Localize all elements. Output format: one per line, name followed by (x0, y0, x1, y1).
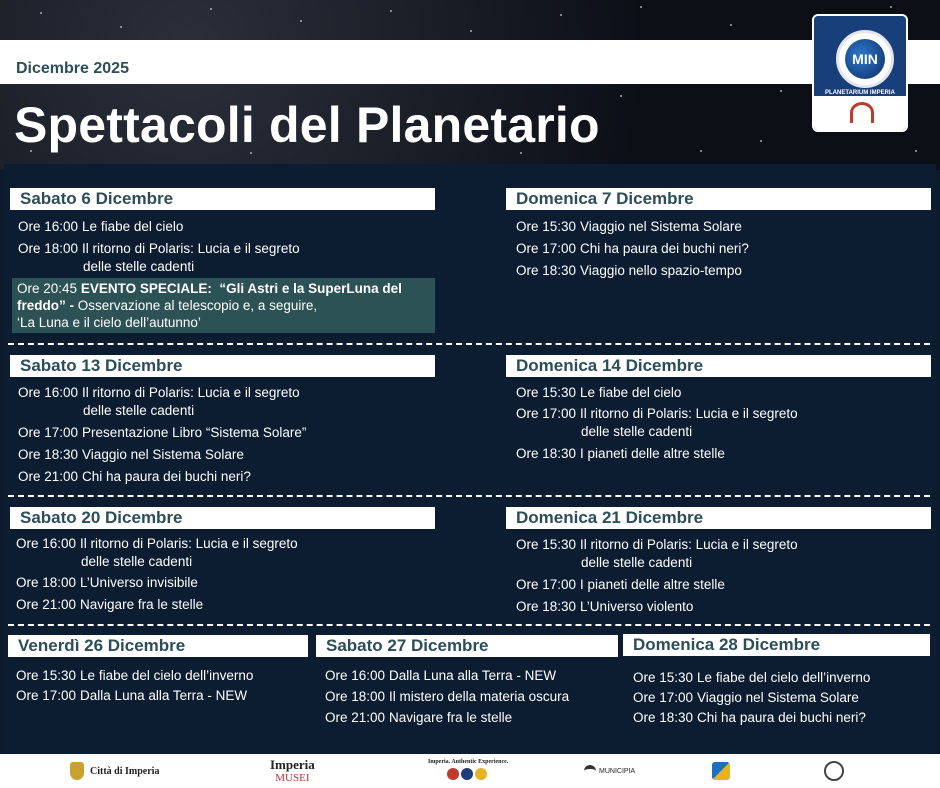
event-item: Ore 15:30 Le fiabe del cielo dell’inverno (633, 670, 871, 685)
partner-logo (712, 754, 730, 788)
event-item: Ore 18:30 I pianeti delle altre stelle (516, 446, 725, 461)
event-item: Ore 16:00 Il ritorno di Polaris: Lucia e il segreto delle stelle cadenti (16, 536, 298, 569)
event-item: Ore 15:30 Le fiabe del cielo (516, 385, 682, 400)
event-item: Ore 21:00 Chi ha paura dei buchi neri? (18, 469, 251, 484)
day-header: Venerdì 26 Dicembre (8, 635, 308, 657)
event-item: Ore 15:30 Il ritorno di Polaris: Lucia e il segreto delle stelle cadenti (516, 537, 798, 570)
logo-circle (836, 30, 894, 88)
day-header: Domenica 28 Dicembre (623, 634, 930, 656)
logo-arch-icon (814, 96, 906, 130)
event-item: Ore 18:30 Viaggio nello spazio-tempo (516, 263, 742, 278)
circle-badges-icon (447, 767, 489, 785)
day-header: Sabato 6 Dicembre (10, 188, 435, 210)
municipia-logo: MUNICIPIA (584, 754, 635, 788)
seal-logo (824, 754, 844, 788)
event-item: Ore 18:30 L’Universo violento (516, 599, 694, 614)
dashed-separator (8, 624, 930, 626)
day-header: Sabato 13 Dicembre (10, 355, 435, 377)
event-item: Ore 18:00 Il ritorno di Polaris: Lucia e il segreto delle stelle cadenti (18, 241, 300, 274)
event-item: Ore 16:00 Dalla Luna alla Terra - NEW (325, 668, 557, 683)
special-event: Ore 20:45 EVENTO SPECIALE: “Gli Astri e la SuperLuna del freddo” - Osservazione al telescopio e, a seguire, ‘La Luna e il cielo dell’autunno’ (12, 278, 435, 333)
event-item: Ore 18:00 Il mistero della materia oscura (325, 689, 570, 704)
day-header: Domenica 14 Dicembre (506, 355, 931, 377)
event-item: Ore 15:30 Le fiabe del cielo dell’inverno (16, 668, 254, 683)
header-band (0, 40, 940, 84)
day-header: Domenica 21 Dicembre (506, 507, 931, 529)
event-item: Ore 18:00 L’Universo invisibile (16, 575, 198, 590)
event-item: Ore 17:00 I pianeti delle altre stelle (516, 577, 725, 592)
event-item: Ore 21:00 Navigare fra le stelle (325, 710, 513, 725)
event-item: Ore 17:00 Dalla Luna alla Terra - NEW (16, 688, 248, 703)
event-item: Ore 16:00 Le fiabe del cielo (18, 219, 184, 234)
logo-initials: MIN (845, 39, 885, 79)
dome-icon (584, 765, 596, 777)
authentic-experience-logo: Imperia. Authentic Experience. (428, 754, 508, 788)
dashed-separator (8, 343, 930, 345)
event-item: Ore 18:30 Viaggio nel Sistema Solare (18, 447, 244, 462)
event-item: Ore 18:30 Chi ha paura dei buchi neri? (633, 710, 866, 725)
dashed-separator (8, 495, 930, 497)
imperia-musei-logo: Imperia MUSEI (270, 757, 315, 784)
day-header: Domenica 7 Dicembre (506, 188, 931, 210)
sponsor-footer (0, 754, 940, 788)
event-item: Ore 17:00 Il ritorno di Polaris: Lucia e il segreto delle stelle cadenti (516, 406, 798, 439)
partner-mark-icon (712, 762, 730, 780)
planetarium-logo (812, 14, 908, 132)
event-item: Ore 17:00 Chi ha paura dei buchi neri? (516, 241, 749, 256)
event-item: Ore 17:00 Presentazione Libro “Sistema Solare” (18, 425, 307, 440)
page-title: Spettacoli del Planetario (14, 97, 600, 153)
day-header: Sabato 27 Dicembre (316, 635, 618, 657)
month-label: Dicembre 2025 (16, 60, 129, 77)
event-item: Ore 17:00 Viaggio nel Sistema Solare (633, 690, 859, 705)
citta-imperia-logo: Città di Imperia (70, 754, 159, 788)
event-item: Ore 15:30 Viaggio nel Sistema Solare (516, 219, 742, 234)
day-header: Sabato 20 Dicembre (10, 507, 435, 529)
event-item: Ore 16:00 Il ritorno di Polaris: Lucia e il segreto delle stelle cadenti (18, 385, 300, 418)
seal-icon (824, 761, 844, 781)
logo-caption: PLANETARIUM IMPERIA (825, 90, 895, 96)
crest-icon (70, 762, 84, 780)
event-item: Ore 21:00 Navigare fra le stelle (16, 597, 204, 612)
